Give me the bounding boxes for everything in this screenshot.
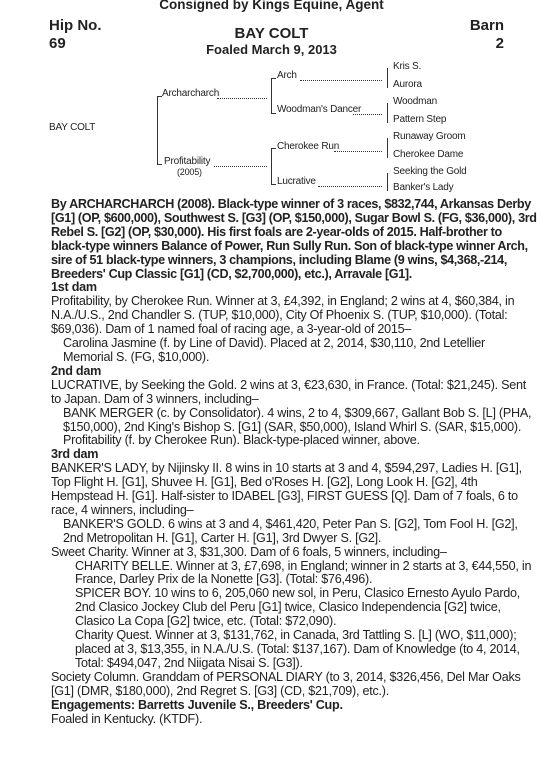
pedigree-dds: Seeking the Gold (393, 166, 467, 177)
pedigree-dam: Profitability (164, 156, 211, 167)
horse-title: BAY COLT (234, 25, 309, 42)
produce-entry: Sweet Charity. Winner at 3, $31,300. Dam of 6 foals, 5 winners, including– (51, 544, 447, 559)
pedigree-dss: Runaway Groom (393, 131, 466, 142)
produce-entry: Society Column. Granddam of PERSONAL DIARY (to 3, 2014, $326,456, Del Mar Oaks [G1] (DMR, $180,000), 2nd Regret S. [G3] (CD, $21,709), etc.). (51, 669, 521, 698)
pedigree-sire: Archarcharch (162, 88, 220, 99)
third-dam-heading: 3rd dam (51, 447, 99, 462)
pedigree-dam-year: (2005) (177, 167, 202, 177)
first-dam-entry: Profitability, by Cherokee Run. Winner at 3, £4,392, in England; 2 wins at 4, $60,384, in N.A./U.S., 2nd Chandler S. (TUP, $10,000), City Of Phoenix S. (TUP, $10,000). (Total: $69,036). Dam of 1 named foal of racing age, a 3-year-old of 2015– (51, 294, 515, 337)
pedigree-ddd: Banker's Lady (393, 182, 454, 193)
produce-entry: Carolina Jasmine (f. by Line of David). Placed at 2, 2014, $30,110, 2nd Letellier Memorial S. (FG, $10,000). (63, 336, 485, 364)
barn-label: Barn (469, 17, 504, 34)
first-dam-heading: 1st dam (51, 280, 97, 295)
pedigree-ssd: Aurora (393, 79, 422, 90)
barn-number: 2 (495, 35, 504, 52)
consignor: Consigned by Kings Equine, Agent (159, 0, 384, 12)
pedigree-ss: Arch (277, 70, 297, 81)
produce-entry: SPICER BOY. 10 wins to 6, 205,060 new sol, in Peru, Clasico Ernesto Ayulo Pardo, 2nd Clasico Jockey Club del Peru [G1] twice, Clasico Independencia [G2] twice, Clasico La Copa [G2] twice, etc. (Total: $72,090). (75, 586, 521, 629)
hip-label: Hip No. (49, 17, 102, 34)
engagements: Engagements: Barretts Juvenile S., Breeders' Cup. (51, 697, 343, 712)
hip-number: 69 (49, 35, 66, 52)
sire-paragraph: By ARCHARCHARCH (2008). Black-type winner of 3 races, $832,744, Arkansas Derby [G1] (OP, $600,000), Southwest S. [G3] (OP, $150,000), Sugar Bowl S. (FG, $36,000), 3rd Rebel S. [G2] (OP, $30,000). His first foals are 2-year-olds of 2015. Half-brother to black-type winners Balance of Power, Run Sully Run. Son of black-type winner Arch, sire of 51 black-type winners, 3 champions, including Blame (9 wins, $4,368,-214, Breeders' Cup Classic [G1] (CD, $2,700,000), etc.), Arravale [G1]. (51, 197, 537, 281)
pedigree-ds: Cherokee Run (277, 141, 340, 152)
pedigree-sss: Kris S. (393, 61, 422, 72)
produce-entry: BANKER'S GOLD. 6 wins at 3 and 4, $461,420, Peter Pan S. [G2], Tom Fool H. [G2], 2nd Metropolitan H. [G1], Carter H. [G1], 3rd Dwyer S. [G2]. (63, 516, 518, 545)
produce-entry: Profitability (f. by Cherokee Run). Black-type-placed winner, above. (63, 433, 420, 448)
pedigree-dsd: Cherokee Dame (393, 149, 464, 160)
pedigree-sdd: Pattern Step (393, 114, 447, 125)
foaled-date: Foaled March 9, 2013 (206, 42, 337, 57)
foaled-in: Foaled in Kentucky. (KTDF). (51, 711, 203, 726)
produce-entry: BANK MERGER (c. by Consolidator). 4 wins, 2 to 4, $309,667, Gallant Bob S. [L] (PHA, $150,000), 2nd King's Bishop S. [G1] (SAR, $50,000), Island Whirl S. (SAR, $15,000). (63, 405, 532, 434)
pedigree-sd: Woodman's Dancer (277, 104, 362, 115)
pedigree-sds: Woodman (393, 96, 437, 107)
produce-entry: CHARITY BELLE. Winner at 3, £7,698, in England; winner in 2 starts at 3, €44,550, in France, Darley Prix de la Nonette [G3]. (Total: $76,496). (75, 558, 532, 587)
pedigree-subject: BAY COLT (49, 122, 96, 133)
pedigree-dd: Lucrative (277, 176, 316, 187)
second-dam-heading: 2nd dam (51, 363, 102, 378)
produce-entry: Charity Quest. Winner at 3, $131,762, in Canada, 3rd Tattling S. [L] (WO, $11,000); placed at 3, $13,355, in N.A./U.S. (Total: $137,167). Dam of Knowledge (to 4, 2014, Total: $494,047, 2nd Niigata Nisai S. [G3]). (75, 628, 520, 670)
third-dam-entry: BANKER'S LADY, by Nijinsky II. 8 wins in 10 starts at 3 and 4, $594,297, Ladies H. [G1], Top Flight H. [G1], Shuvee H. [G1], Bed o'Roses H. [G2], Long Look H. [G2], 4th Hempstead H. [G1]. Half-sister to IDABEL [G3], FIRST GUESS [Q]. Dam of 7 foals, 6 to race, 4 winners, including– (51, 461, 522, 517)
second-dam-entry: LUCRATIVE, by Seeking the Gold. 2 wins at 3, €23,630, in France. (Total: $21,245). Sent to Japan. Dam of 3 winners, including– (51, 377, 527, 406)
catalog-body (51, 198, 537, 726)
